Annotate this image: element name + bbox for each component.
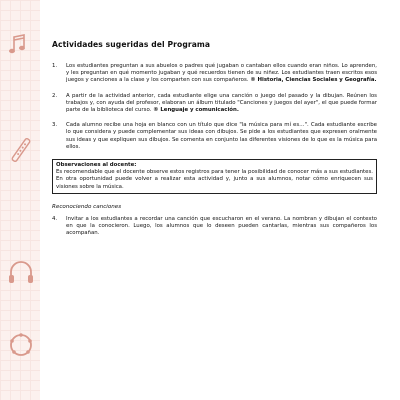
- activity-description: Cada alumno recibe una hoja en blanco con un título que dice "la música para mí es…". Cada estudiante escribe lo que considera y puede complementar sus ideas con dibujos. Se pide a los estudiantes que expresen oralmente sus ideas y que expliquen sus dibujos. Se comenta en conjunto las diferentes visiones de lo que es la música para ellos.: [66, 122, 377, 150]
- headphones-icon: [6, 258, 36, 288]
- observations-title: Observaciones al docente:: [56, 162, 137, 169]
- music-notes-icon: [6, 30, 36, 60]
- section-subtitle: Reconociendo canciones: [52, 203, 122, 210]
- activity-number: 2.: [52, 92, 58, 99]
- tambourine-icon: [6, 330, 36, 360]
- flute-icon: [6, 135, 36, 165]
- decorative-sidebar: [0, 0, 40, 400]
- activity-description: A partir de la actividad anterior, cada estudiante elige una canción o juego del pasado y la dibujan. Reúnen los trabajos y, con ayuda del profesor, elaboran un álbum titulado "Canciones y juegos del ayer", el que puede formar parte de la biblioteca del curso.: [66, 92, 377, 114]
- activity-item: [52, 93, 377, 115]
- activity-item: [52, 122, 377, 151]
- activity-description: Los estudiantes preguntan a sus abuelos o padres qué jugaban o cantaban ellos cuando eran niños. Lo aprenden, y les preguntan en qué momento jugaban y qué recuerdos tienen de su niñez. Los estudiantes traen escritos esos juegos y canciones a la clase y los comparten con sus compañeros.: [66, 63, 377, 84]
- activity-sectors: ® Historia, Ciencias Sociales y Geografía.: [250, 77, 377, 84]
- activity-item: [52, 216, 377, 238]
- teacher-observations-box: [52, 159, 377, 194]
- activity-text: [66, 122, 377, 151]
- activity-sectors: ® Lenguaje y comunicación.: [153, 107, 239, 114]
- observations-text: Es recomendable que el docente observe estos registros para tener la posibilidad de conocer más a sus estudiantes. En otra oportunidad puede volver a realizar esta actividad y, junto a sus alumnos, notar cómo enriquecen sus visiones sobre la música.: [56, 169, 373, 190]
- activity-description: Invitar a los estudiantes a recordar una canción que escucharon en el verano. La nombran y dibujan el contexto en que la conocieron. Luego, los alumnos que lo deseen pueden cantarlas, mientras sus compañeros los acompañan.: [66, 215, 377, 237]
- activity-number: 3.: [52, 122, 58, 129]
- page-content: [52, 40, 377, 245]
- page-title: Actividades sugeridas del Programa: [52, 40, 211, 49]
- activity-text: [66, 93, 377, 115]
- activity-text: [66, 63, 377, 85]
- activity-item: [52, 63, 377, 85]
- activity-number: 4.: [52, 215, 58, 222]
- activity-number: 1.: [52, 63, 58, 69]
